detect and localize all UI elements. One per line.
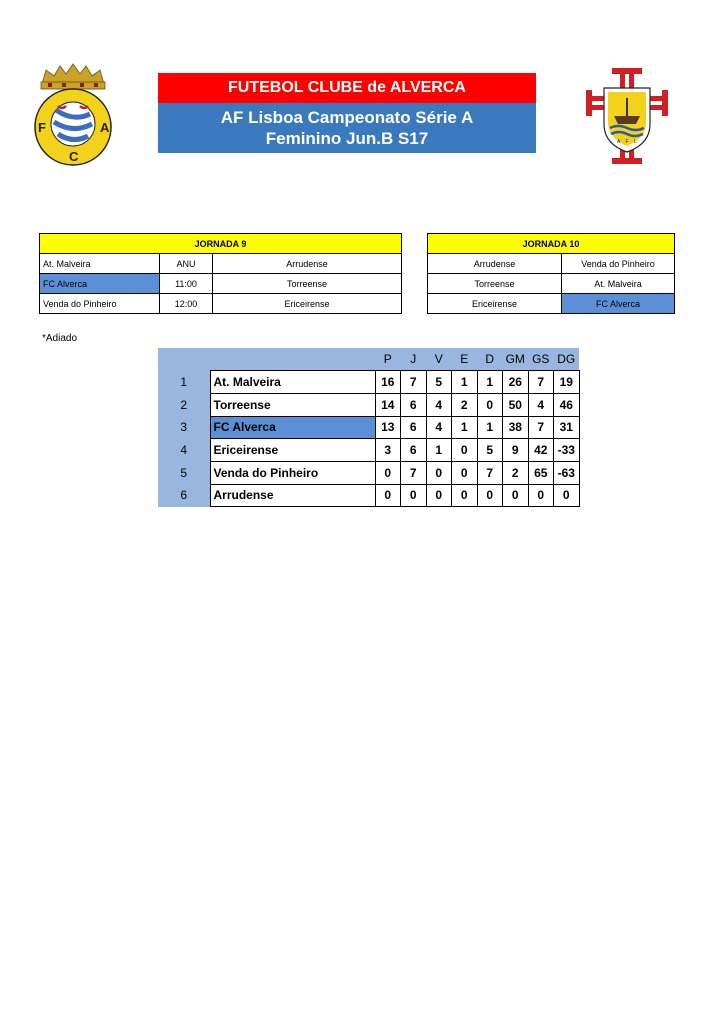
stat-cell: 0 xyxy=(452,439,478,462)
position: 2 xyxy=(158,393,210,416)
away-team: Ericeirense xyxy=(213,294,402,314)
stat-cell: 0 xyxy=(528,484,554,507)
away-team: Venda do Pinheiro xyxy=(562,254,675,274)
match-time: 12:00 xyxy=(160,294,213,314)
team-name: Arrudense xyxy=(210,484,375,507)
match-time: 11:00 xyxy=(160,274,213,294)
stat-cell: 0 xyxy=(503,484,529,507)
stat-cell: -33 xyxy=(554,439,580,462)
competition-line-1: AF Lisboa Campeonato Série A xyxy=(220,108,474,127)
stat-cell: 6 xyxy=(401,393,427,416)
stat-cell: 0 xyxy=(554,484,580,507)
stat-cell: 38 xyxy=(503,416,529,439)
stat-cell: 0 xyxy=(375,461,401,484)
column-header: E xyxy=(452,348,478,371)
jornada-9-title: JORNADA 9 xyxy=(40,234,402,254)
column-header: P xyxy=(375,348,401,371)
stat-cell: 16 xyxy=(375,371,401,394)
table-row xyxy=(158,393,579,416)
home-team: At. Malveira xyxy=(40,254,160,274)
stat-cell: 31 xyxy=(554,416,580,439)
position: 6 xyxy=(158,484,210,507)
stat-cell: 42 xyxy=(528,439,554,462)
club-title: FUTEBOL CLUBE de ALVERCA xyxy=(158,73,536,103)
stat-cell: 1 xyxy=(452,371,478,394)
table-row xyxy=(158,416,579,439)
table-row xyxy=(40,254,402,274)
stat-cell: 0 xyxy=(426,461,452,484)
stat-cell: 19 xyxy=(554,371,580,394)
table-row xyxy=(428,274,675,294)
stat-cell: 1 xyxy=(477,416,503,439)
stat-cell: 0 xyxy=(375,484,401,507)
away-team: At. Malveira xyxy=(562,274,675,294)
stat-cell: 1 xyxy=(477,371,503,394)
stat-cell: 4 xyxy=(528,393,554,416)
stat-cell: 50 xyxy=(503,393,529,416)
stat-cell: 0 xyxy=(401,484,427,507)
crest-letter-c: C xyxy=(69,149,79,164)
stat-cell: 1 xyxy=(452,416,478,439)
stat-cell: 7 xyxy=(401,461,427,484)
team-name: Ericeirense xyxy=(210,439,375,462)
stat-cell: 13 xyxy=(375,416,401,439)
column-header: DG xyxy=(554,348,580,371)
table-row xyxy=(40,274,402,294)
away-team: Arrudense xyxy=(213,254,402,274)
af-lisboa-crest-icon xyxy=(584,66,670,166)
team-name: At. Malveira xyxy=(210,371,375,394)
stat-cell: 14 xyxy=(375,393,401,416)
jornada-10-table xyxy=(427,233,675,314)
stat-cell: 4 xyxy=(426,393,452,416)
column-header: D xyxy=(477,348,503,371)
column-header: V xyxy=(426,348,452,371)
away-team: FC Alverca xyxy=(562,294,675,314)
stat-cell: 26 xyxy=(503,371,529,394)
stat-cell: 6 xyxy=(401,439,427,462)
fc-alverca-crest-icon xyxy=(28,62,118,167)
table-row xyxy=(428,254,675,274)
team-name: FC Alverca xyxy=(210,416,375,439)
jornada-9-table xyxy=(39,233,402,314)
match-time: ANU xyxy=(160,254,213,274)
competition-title xyxy=(158,103,536,153)
table-row xyxy=(158,371,579,394)
away-team: Torreense xyxy=(213,274,402,294)
stat-cell: 7 xyxy=(528,416,554,439)
crest-letter-f: F xyxy=(38,120,46,135)
home-team: Ericeirense xyxy=(428,294,562,314)
competition-line-2: Feminino Jun.B S17 xyxy=(265,129,429,148)
stat-cell: 1 xyxy=(426,439,452,462)
stat-cell: 7 xyxy=(477,461,503,484)
column-header: J xyxy=(401,348,427,371)
position: 1 xyxy=(158,371,210,394)
stat-cell: -63 xyxy=(554,461,580,484)
stat-cell: 46 xyxy=(554,393,580,416)
crest-letter-a: A xyxy=(617,139,621,145)
column-header: GM xyxy=(503,348,529,371)
postponed-note: *Adiado xyxy=(42,333,78,344)
home-team: Torreense xyxy=(428,274,562,294)
crest-letter-a: A xyxy=(100,120,110,135)
crest-letter-l: L xyxy=(634,139,637,145)
position: 3 xyxy=(158,416,210,439)
stat-cell: 2 xyxy=(503,461,529,484)
position: 4 xyxy=(158,439,210,462)
stat-cell: 7 xyxy=(401,371,427,394)
standings-table xyxy=(158,348,580,507)
stat-cell: 3 xyxy=(375,439,401,462)
stat-cell: 5 xyxy=(426,371,452,394)
stat-cell: 4 xyxy=(426,416,452,439)
table-row xyxy=(158,439,579,462)
stat-cell: 7 xyxy=(528,371,554,394)
stat-cell: 6 xyxy=(401,416,427,439)
stat-cell: 9 xyxy=(503,439,529,462)
title-banner xyxy=(158,73,536,153)
column-header: GS xyxy=(528,348,554,371)
stat-cell: 0 xyxy=(452,484,478,507)
table-row xyxy=(40,294,402,314)
stat-cell: 0 xyxy=(426,484,452,507)
stat-cell: 5 xyxy=(477,439,503,462)
table-row xyxy=(158,484,579,507)
stat-cell: 0 xyxy=(477,393,503,416)
table-row xyxy=(158,461,579,484)
team-name: Venda do Pinheiro xyxy=(210,461,375,484)
jornada-10-title: JORNADA 10 xyxy=(428,234,675,254)
team-name: Torreense xyxy=(210,393,375,416)
stat-cell: 0 xyxy=(477,484,503,507)
stat-cell: 65 xyxy=(528,461,554,484)
crest-letter-f: F xyxy=(625,139,629,145)
home-team: Venda do Pinheiro xyxy=(40,294,160,314)
home-team: FC Alverca xyxy=(40,274,160,294)
stat-cell: 0 xyxy=(452,461,478,484)
table-row xyxy=(428,294,675,314)
home-team: Arrudense xyxy=(428,254,562,274)
stat-cell: 2 xyxy=(452,393,478,416)
position: 5 xyxy=(158,461,210,484)
standings-header xyxy=(158,348,579,371)
